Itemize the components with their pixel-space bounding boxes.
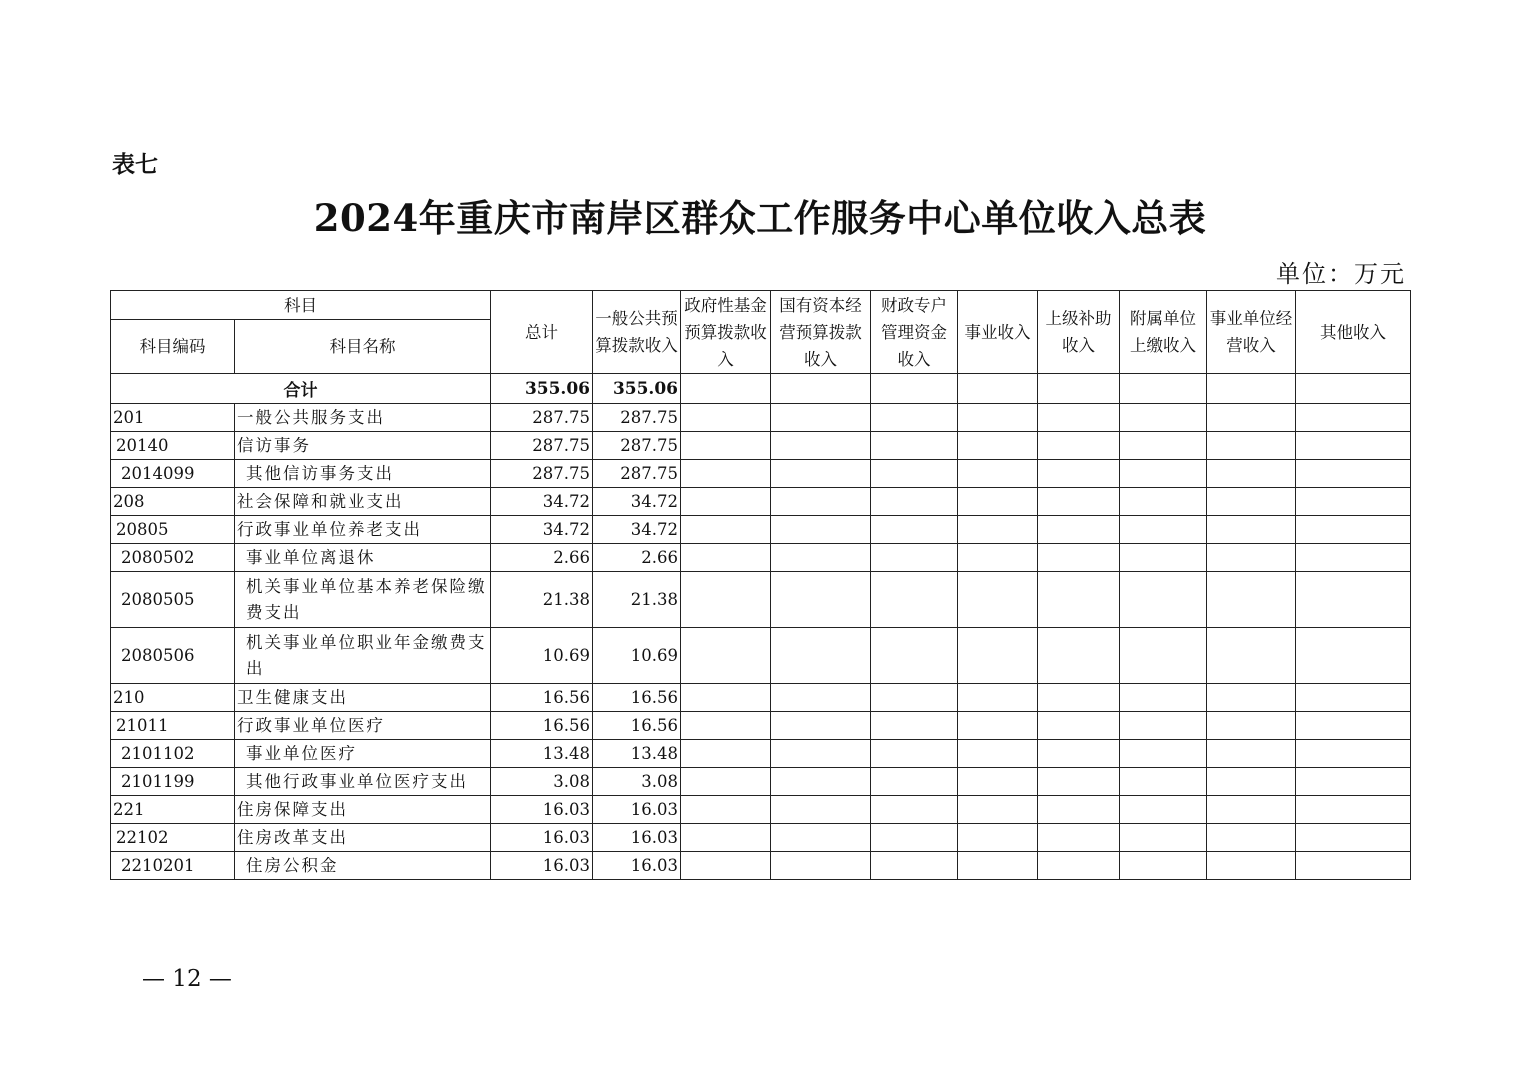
subject-code: 2080502 <box>111 544 235 572</box>
subject-name: 其他行政事业单位医疗支出 <box>235 768 491 796</box>
subject-name: 住房保障支出 <box>235 796 491 824</box>
general-budget-cell: 16.56 <box>593 684 681 712</box>
table-row <box>111 740 1411 768</box>
total-cell: 10.69 <box>491 628 593 684</box>
table-row <box>111 824 1411 852</box>
table-row <box>111 404 1411 432</box>
table-row <box>111 768 1411 796</box>
header-affiliated: 附属单位上缴收入 <box>1120 291 1207 374</box>
total-cell: 2.66 <box>491 544 593 572</box>
header-state-capital: 国有资本经营预算拨款收入 <box>771 291 871 374</box>
income-summary-table <box>110 290 1411 880</box>
table-row <box>111 488 1411 516</box>
general-budget-cell: 2.66 <box>593 544 681 572</box>
subject-name: 行政事业单位养老支出 <box>235 516 491 544</box>
table-label: 表七 <box>112 152 158 178</box>
header-subject: 科目 <box>111 291 491 320</box>
total-cell: 3.08 <box>491 768 593 796</box>
header-name: 科目名称 <box>235 320 491 374</box>
subject-code: 20140 <box>111 432 235 460</box>
unit-label: 单位：万元 <box>1276 260 1406 288</box>
table-row <box>111 544 1411 572</box>
subject-name: 事业单位离退休 <box>235 544 491 572</box>
total-cell: 287.75 <box>491 460 593 488</box>
total-row <box>111 374 1411 404</box>
table-row <box>111 516 1411 544</box>
total-cell: 355.06 <box>491 374 593 404</box>
total-cell: 16.56 <box>491 684 593 712</box>
header-gov-fund: 政府性基金预算拨款收入 <box>681 291 771 374</box>
header-total: 总计 <box>491 291 593 374</box>
total-cell: 16.03 <box>491 796 593 824</box>
subject-name: 机关事业单位职业年金缴费支出 <box>235 628 491 684</box>
table-row <box>111 684 1411 712</box>
header-operating: 事业单位经营收入 <box>1207 291 1296 374</box>
subject-code: 2210201 <box>111 852 235 880</box>
subject-name: 事业单位医疗 <box>235 740 491 768</box>
general-budget-cell: 3.08 <box>593 768 681 796</box>
subject-name: 社会保障和就业支出 <box>235 488 491 516</box>
subject-code: 2080506 <box>111 628 235 684</box>
header-superior-subsidy: 上级补助收入 <box>1038 291 1120 374</box>
table-row <box>111 432 1411 460</box>
total-cell: 34.72 <box>491 488 593 516</box>
header-code: 科目编码 <box>111 320 235 374</box>
subject-code: 210 <box>111 684 235 712</box>
general-budget-cell: 355.06 <box>593 374 681 404</box>
subject-code: 201 <box>111 404 235 432</box>
total-cell: 287.75 <box>491 432 593 460</box>
subject-name: 卫生健康支出 <box>235 684 491 712</box>
subject-code: 2080505 <box>111 572 235 628</box>
general-budget-cell: 287.75 <box>593 404 681 432</box>
subject-name: 一般公共服务支出 <box>235 404 491 432</box>
total-label: 合计 <box>111 374 491 404</box>
total-cell: 34.72 <box>491 516 593 544</box>
general-budget-cell: 16.03 <box>593 824 681 852</box>
subject-name: 信访事务 <box>235 432 491 460</box>
subject-name: 住房改革支出 <box>235 824 491 852</box>
subject-code: 2014099 <box>111 460 235 488</box>
total-cell: 13.48 <box>491 740 593 768</box>
subject-code: 21011 <box>111 712 235 740</box>
general-budget-cell: 34.72 <box>593 516 681 544</box>
table-row <box>111 628 1411 684</box>
page-number: — 12 — <box>142 966 232 992</box>
table-row <box>111 712 1411 740</box>
table-row <box>111 852 1411 880</box>
subject-code: 20805 <box>111 516 235 544</box>
table-row <box>111 572 1411 628</box>
subject-code: 22102 <box>111 824 235 852</box>
total-cell: 16.03 <box>491 824 593 852</box>
general-budget-cell: 21.38 <box>593 572 681 628</box>
total-cell: 287.75 <box>491 404 593 432</box>
general-budget-cell: 16.03 <box>593 852 681 880</box>
subject-code: 2101199 <box>111 768 235 796</box>
subject-name: 机关事业单位基本养老保险缴费支出 <box>235 572 491 628</box>
subject-name: 住房公积金 <box>235 852 491 880</box>
table-row <box>111 796 1411 824</box>
subject-name: 其他信访事务支出 <box>235 460 491 488</box>
general-budget-cell: 16.03 <box>593 796 681 824</box>
table-row <box>111 460 1411 488</box>
header-fiscal-special: 财政专户管理资金收入 <box>871 291 958 374</box>
general-budget-cell: 13.48 <box>593 740 681 768</box>
subject-name: 行政事业单位医疗 <box>235 712 491 740</box>
subject-code: 2101102 <box>111 740 235 768</box>
subject-code: 221 <box>111 796 235 824</box>
total-cell: 16.56 <box>491 712 593 740</box>
general-budget-cell: 287.75 <box>593 432 681 460</box>
general-budget-cell: 10.69 <box>593 628 681 684</box>
header-row <box>111 291 1411 320</box>
header-business: 事业收入 <box>958 291 1038 374</box>
header-other: 其他收入 <box>1296 291 1411 374</box>
subject-code: 208 <box>111 488 235 516</box>
header-general-budget: 一般公共预算拨款收入 <box>593 291 681 374</box>
general-budget-cell: 287.75 <box>593 460 681 488</box>
total-cell: 21.38 <box>491 572 593 628</box>
general-budget-cell: 16.56 <box>593 712 681 740</box>
page-title: 2024年重庆市南岸区群众工作服务中心单位收入总表 <box>313 196 1207 240</box>
total-cell: 16.03 <box>491 852 593 880</box>
general-budget-cell: 34.72 <box>593 488 681 516</box>
